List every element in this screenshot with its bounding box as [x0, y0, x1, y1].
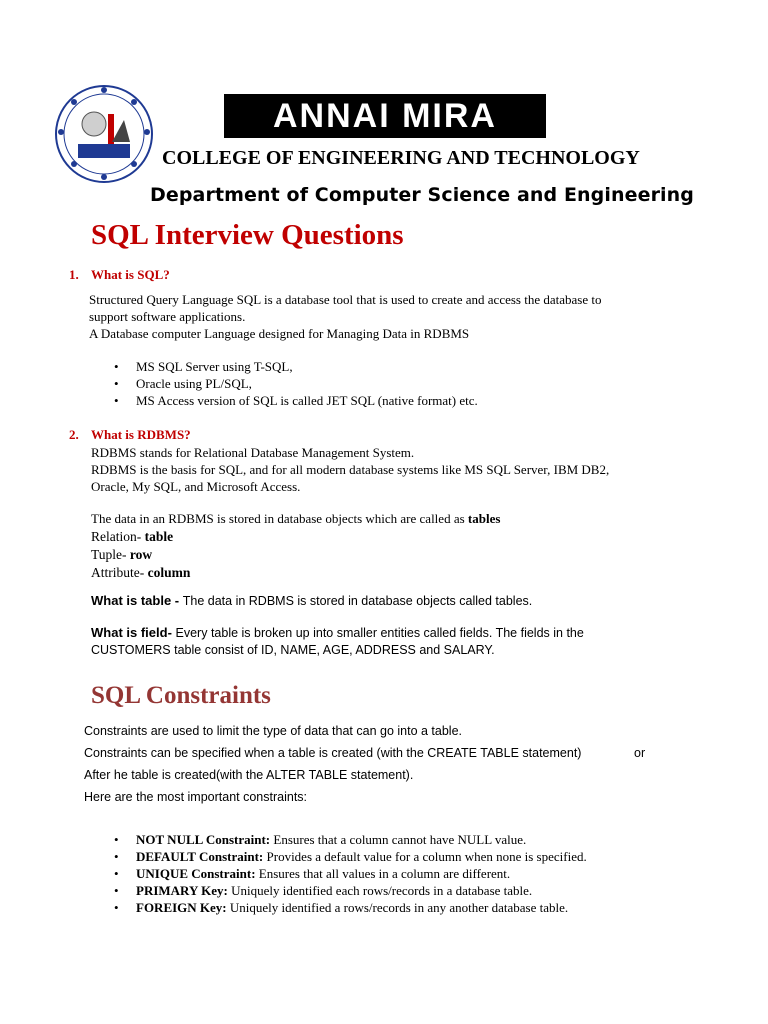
list-item — [110, 882, 587, 899]
mapping-value: table — [144, 529, 174, 544]
institution-banner-logo: ANNAI MIRA — [224, 94, 546, 138]
constraints-line2: Constraints can be specified when a table is created (with the CREATE TABLE statement) — [84, 746, 582, 760]
department-name: Department of Computer Science and Engineering — [150, 184, 694, 206]
constraints-line2-or: or — [634, 746, 646, 760]
table-definition — [91, 592, 532, 610]
mapping-label: Tuple- — [91, 547, 130, 562]
definition-dash: - — [171, 593, 183, 608]
college-seal-logo — [54, 84, 154, 184]
constraint-name: FOREIGN Key: — [136, 900, 227, 915]
field-definition-line1 — [91, 624, 584, 642]
list-item: • MS SQL Server using T-SQL, — [110, 358, 478, 375]
q2-line2: RDBMS is the basis for SQL, and for all modern database systems like MS SQL Server, IBM DB2, — [91, 462, 610, 477]
definition-text: The data in RDBMS is stored in database objects called tables. — [182, 594, 533, 608]
question-1-heading — [69, 267, 170, 283]
mapping-relation — [91, 528, 173, 546]
definition-term: What is table — [91, 593, 172, 608]
definition-term: What is field — [91, 625, 168, 640]
mapping-value: column — [147, 565, 191, 580]
constraints-list — [110, 831, 587, 916]
section-title-constraints: SQL Constraints — [91, 682, 271, 709]
definition-text: Every table is broken up into smaller entities called fields. The fields in the — [175, 626, 584, 640]
college-name: COLLEGE OF ENGINEERING AND TECHNOLOGY — [162, 147, 640, 169]
mapping-tuple — [91, 546, 152, 564]
stored-text: The data in an RDBMS is stored in database objects which are called as — [91, 511, 468, 526]
constraints-line3: After he table is created(with the ALTER TABLE statement). — [84, 768, 414, 782]
mapping-label: Relation- — [91, 529, 145, 544]
constraint-desc: Ensures that all values in a column are different. — [255, 866, 511, 881]
mapping-attribute — [91, 564, 190, 582]
q1-bullet-list — [110, 358, 478, 409]
q2-line3: Oracle, My SQL, and Microsoft Access. — [91, 479, 301, 494]
document-title: SQL Interview Questions — [91, 219, 404, 251]
constraints-line1: Constraints are used to limit the type of data that can go into a table. — [84, 724, 463, 738]
q1-paragraph-line2: support software applications. — [89, 309, 246, 324]
constraint-name: NOT NULL Constraint: — [136, 832, 271, 847]
constraint-desc: Uniquely identified each rows/records in a database table. — [227, 883, 533, 898]
field-definition-line2: CUSTOMERS table consist of ID, NAME, AGE, ADDRESS and SALARY. — [91, 643, 495, 657]
constraint-name: DEFAULT Constraint: — [136, 849, 264, 864]
question-number: 2. — [69, 427, 79, 442]
constraint-name: PRIMARY Key: — [136, 883, 228, 898]
constraint-desc: Provides a default value for a column when none is specified. — [263, 849, 587, 864]
definition-dash: - — [167, 625, 176, 640]
list-item — [110, 899, 587, 916]
mapping-label: Attribute- — [91, 565, 148, 580]
question-number: 1. — [69, 267, 79, 282]
constraint-name: UNIQUE Constraint: — [136, 866, 256, 881]
q2-stored-sentence — [91, 510, 500, 527]
list-item: • MS Access version of SQL is called JET SQL (native format) etc. — [110, 392, 478, 409]
q1-paragraph-line1: Structured Query Language SQL is a database tool that is used to create and access the database to — [89, 292, 602, 307]
list-item: • Oracle using PL/SQL, — [110, 375, 478, 392]
mapping-value: row — [129, 547, 153, 562]
q1-paragraph-2: A Database computer Language designed for Managing Data in RDBMS — [89, 326, 470, 341]
list-item — [110, 848, 587, 865]
question-text: What is RDBMS? — [91, 427, 191, 442]
list-item — [110, 865, 587, 882]
stored-bold-term: tables — [467, 511, 501, 526]
list-item — [110, 831, 587, 848]
constraint-desc: Ensures that a column cannot have NULL value. — [270, 832, 527, 847]
question-2-heading — [69, 427, 191, 443]
question-text: What is SQL? — [91, 267, 170, 282]
q2-line1: RDBMS stands for Relational Database Management System. — [91, 445, 415, 460]
constraints-line4: Here are the most important constraints: — [84, 790, 308, 804]
constraint-desc: Uniquely identified a rows/records in any another database table. — [226, 900, 569, 915]
